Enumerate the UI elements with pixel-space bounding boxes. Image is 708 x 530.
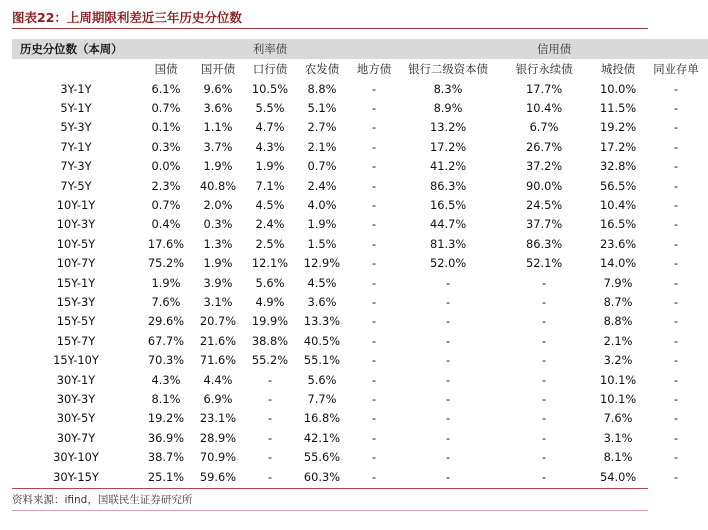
table-cell: - <box>673 430 679 445</box>
table-cell: 5.5% <box>255 101 285 116</box>
table-row <box>12 118 708 137</box>
table-cell: - <box>371 372 377 387</box>
table-row <box>12 409 708 428</box>
table-cell: 13.3% <box>303 314 341 329</box>
table-cell: 8.3% <box>433 81 463 96</box>
table-row <box>12 428 708 447</box>
row-label: 15Y-5Y <box>56 314 96 329</box>
table-cell: - <box>371 430 377 445</box>
table-cell: 4.3% <box>151 372 181 387</box>
table-cell: 81.3% <box>429 236 467 251</box>
table-cell: - <box>371 101 377 116</box>
column-header: 国开债 <box>192 59 244 79</box>
table-cell: 19.2% <box>599 120 637 135</box>
table-cell: - <box>371 411 377 426</box>
table-cell: 2.4% <box>255 217 285 232</box>
table-cell: - <box>371 178 377 193</box>
table-cell: - <box>371 275 377 290</box>
table-cell: 40.8% <box>199 178 237 193</box>
row-label: 5Y-3Y <box>60 120 92 135</box>
table-cell: 11.5% <box>599 101 637 116</box>
bottom-rule <box>12 510 648 511</box>
table-cell: 7.7% <box>307 391 337 406</box>
table-cell: 36.9% <box>147 430 185 445</box>
table-cell: - <box>673 294 679 309</box>
table-cell: - <box>541 411 547 426</box>
table-cell: - <box>673 159 679 174</box>
table-cell: 8.7% <box>603 294 633 309</box>
table-cell: - <box>445 353 451 368</box>
table-cell: 4.3% <box>255 139 285 154</box>
table-cell: 21.6% <box>199 333 237 348</box>
table-cell: 4.5% <box>307 275 337 290</box>
row-label: 30Y-5Y <box>56 411 96 426</box>
column-header: 国债 <box>140 59 192 79</box>
table-cell: 41.2% <box>429 159 467 174</box>
table-cell: 8.8% <box>307 81 337 96</box>
table-cell: - <box>371 159 377 174</box>
row-label: 7Y-3Y <box>60 159 92 174</box>
table-cell: 1.9% <box>203 159 233 174</box>
table-cell: 55.1% <box>303 353 341 368</box>
table-cell: - <box>673 256 679 271</box>
table-row <box>12 254 708 273</box>
table-cell: - <box>673 275 679 290</box>
table-cell: 0.7% <box>307 159 337 174</box>
table-cell: 8.8% <box>603 314 633 329</box>
table-cell: 10.0% <box>599 81 637 96</box>
table-cell: - <box>541 314 547 329</box>
table-cell: 3.7% <box>203 139 233 154</box>
table-container <box>12 39 699 486</box>
table-cell: - <box>267 450 273 465</box>
table-cell: - <box>673 217 679 232</box>
table-cell: 17.2% <box>429 139 467 154</box>
table-cell: 8.1% <box>603 450 633 465</box>
table-cell: 19.9% <box>251 314 289 329</box>
table-cell: - <box>541 391 547 406</box>
table-cell: 38.7% <box>147 450 185 465</box>
table-cell: 86.3% <box>525 236 563 251</box>
table-cell: 1.9% <box>151 275 181 290</box>
table-cell: - <box>371 294 377 309</box>
row-label: 7Y-1Y <box>60 139 92 154</box>
title-rule <box>12 28 648 29</box>
table-cell: - <box>673 236 679 251</box>
table-cell: 5.6% <box>255 275 285 290</box>
row-label: 7Y-5Y <box>60 178 92 193</box>
table-cell: 10.4% <box>525 101 563 116</box>
table-cell: - <box>371 217 377 232</box>
row-label: 30Y-15Y <box>53 469 99 484</box>
row-label: 10Y-5Y <box>56 236 96 251</box>
table-cell: 12.9% <box>303 256 341 271</box>
table-cell: 44.7% <box>429 217 467 232</box>
table-cell: - <box>371 391 377 406</box>
table-cell: 13.2% <box>429 120 467 135</box>
spread-percentile-table <box>12 39 708 486</box>
table-cell: 6.1% <box>151 81 181 96</box>
row-label: 5Y-1Y <box>60 101 92 116</box>
table-row <box>12 331 708 350</box>
table-cell: - <box>445 430 451 445</box>
table-row <box>12 215 708 234</box>
table-cell: - <box>267 469 273 484</box>
group-header-credit: 信用债 <box>400 39 708 59</box>
table-cell: 3.6% <box>307 294 337 309</box>
table-cell: 4.0% <box>307 198 337 213</box>
table-cell: - <box>371 236 377 251</box>
table-row <box>12 292 708 311</box>
column-header: 农发债 <box>296 59 348 79</box>
column-header: 城投债 <box>592 59 644 79</box>
table-cell: 0.3% <box>203 217 233 232</box>
table-cell: 3.1% <box>603 430 633 445</box>
table-cell: 17.6% <box>147 236 185 251</box>
table-cell: 32.8% <box>599 159 637 174</box>
table-row <box>12 98 708 117</box>
table-cell: 2.1% <box>307 139 337 154</box>
table-cell: - <box>371 198 377 213</box>
table-cell: - <box>371 139 377 154</box>
table-cell: 29.6% <box>147 314 185 329</box>
table-cell: 16.8% <box>303 411 341 426</box>
table-cell: 67.7% <box>147 333 185 348</box>
table-cell: 10.1% <box>599 391 637 406</box>
table-cell: - <box>445 333 451 348</box>
table-cell: 10.4% <box>599 198 637 213</box>
table-cell: 71.6% <box>199 353 237 368</box>
table-cell: 38.8% <box>251 333 289 348</box>
table-cell: 40.5% <box>303 333 341 348</box>
table-cell: 0.3% <box>151 139 181 154</box>
table-cell: - <box>541 294 547 309</box>
table-cell: 54.0% <box>599 469 637 484</box>
table-cell: 52.0% <box>429 256 467 271</box>
table-cell: - <box>371 353 377 368</box>
table-cell: - <box>541 430 547 445</box>
table-row <box>12 157 708 176</box>
row-label: 15Y-3Y <box>56 294 96 309</box>
table-cell: - <box>445 391 451 406</box>
table-cell: - <box>673 333 679 348</box>
table-cell: 4.5% <box>255 198 285 213</box>
table-cell: - <box>267 411 273 426</box>
table-cell: - <box>371 120 377 135</box>
table-row <box>12 312 708 331</box>
table-cell: 19.2% <box>147 411 185 426</box>
table-cell: - <box>541 333 547 348</box>
table-cell: - <box>371 450 377 465</box>
table-cell: 55.2% <box>251 353 289 368</box>
table-cell: - <box>673 81 679 96</box>
table-cell: 10.1% <box>599 372 637 387</box>
table-body <box>12 79 708 486</box>
row-label: 30Y-1Y <box>56 372 96 387</box>
table-cell: 4.7% <box>255 120 285 135</box>
table-cell: - <box>673 353 679 368</box>
table-cell: 24.5% <box>525 198 563 213</box>
row-label: 30Y-10Y <box>53 450 99 465</box>
table-cell: - <box>445 275 451 290</box>
table-cell: 16.5% <box>429 198 467 213</box>
table-cell: 16.5% <box>599 217 637 232</box>
table-cell: 3.1% <box>203 294 233 309</box>
column-header: 口行债 <box>244 59 296 79</box>
table-row <box>12 350 708 369</box>
table-row <box>12 234 708 253</box>
row-label: 10Y-3Y <box>56 217 96 232</box>
table-cell: 20.7% <box>199 314 237 329</box>
table-cell: 0.0% <box>151 159 181 174</box>
table-cell: 17.2% <box>599 139 637 154</box>
table-row <box>12 467 708 486</box>
row-label-header <box>12 59 140 79</box>
table-cell: 2.5% <box>255 236 285 251</box>
row-label: 3Y-1Y <box>60 81 92 96</box>
row-label: 10Y-7Y <box>56 256 96 271</box>
table-cell: 4.4% <box>203 372 233 387</box>
table-cell: - <box>673 139 679 154</box>
table-cell: 4.9% <box>255 294 285 309</box>
table-row <box>12 195 708 214</box>
table-cell: 9.6% <box>203 81 233 96</box>
column-header: 同业存单 <box>644 59 708 79</box>
table-cell: - <box>673 101 679 116</box>
table-cell: 1.5% <box>307 236 337 251</box>
table-cell: 1.9% <box>203 256 233 271</box>
table-cell: 25.1% <box>147 469 185 484</box>
table-row <box>12 137 708 156</box>
table-cell: 28.9% <box>199 430 237 445</box>
table-cell: 70.3% <box>147 353 185 368</box>
table-cell: - <box>445 372 451 387</box>
table-cell: - <box>673 198 679 213</box>
table-row <box>12 370 708 389</box>
table-cell: 1.1% <box>203 120 233 135</box>
table-cell: 17.7% <box>525 81 563 96</box>
table-cell: - <box>673 411 679 426</box>
table-cell: - <box>673 450 679 465</box>
table-cell: 52.1% <box>525 256 563 271</box>
footer-rule <box>12 488 648 489</box>
table-cell: - <box>541 450 547 465</box>
table-cell: 2.7% <box>307 120 337 135</box>
table-cell: 23.6% <box>599 236 637 251</box>
table-cell: - <box>673 178 679 193</box>
table-cell: 55.6% <box>303 450 341 465</box>
table-cell: 56.5% <box>599 178 637 193</box>
table-cell: - <box>541 353 547 368</box>
table-cell: 8.1% <box>151 391 181 406</box>
table-row <box>12 447 708 466</box>
table-cell: 1.9% <box>307 217 337 232</box>
row-label: 15Y-1Y <box>56 275 96 290</box>
table-cell: 42.1% <box>303 430 341 445</box>
table-cell: 3.2% <box>603 353 633 368</box>
source-note: 资料来源：ifind，国联民生证券研究所 <box>12 494 193 506</box>
table-cell: - <box>445 469 451 484</box>
figure-title: 图表22：上周期限利差近三年历史分位数 <box>12 10 242 25</box>
table-cell: 6.7% <box>529 120 559 135</box>
column-header: 地方债 <box>348 59 400 79</box>
table-cell: 3.6% <box>203 101 233 116</box>
table-cell: 7.9% <box>603 275 633 290</box>
row-label: 15Y-10Y <box>53 353 99 368</box>
row-label: 15Y-7Y <box>56 333 96 348</box>
row-label: 10Y-1Y <box>56 198 96 213</box>
table-cell: 37.2% <box>525 159 563 174</box>
table-cell: - <box>267 372 273 387</box>
table-cell: - <box>267 430 273 445</box>
table-cell: - <box>445 294 451 309</box>
table-row <box>12 176 708 195</box>
table-cell: 0.4% <box>151 217 181 232</box>
table-cell: 1.3% <box>203 236 233 251</box>
table-cell: - <box>371 314 377 329</box>
table-cell: 0.1% <box>151 120 181 135</box>
table-cell: 0.7% <box>151 101 181 116</box>
table-cell: 14.0% <box>599 256 637 271</box>
row-label: 30Y-7Y <box>56 430 96 445</box>
table-cell: 1.9% <box>255 159 285 174</box>
table-cell: 7.6% <box>603 411 633 426</box>
table-cell: 23.1% <box>199 411 237 426</box>
table-cell: - <box>371 81 377 96</box>
table-cell: 75.2% <box>147 256 185 271</box>
column-header: 银行永续债 <box>496 59 592 79</box>
table-cell: - <box>445 314 451 329</box>
table-cell: 7.1% <box>255 178 285 193</box>
table-cell: 86.3% <box>429 178 467 193</box>
table-cell: - <box>541 275 547 290</box>
row-label: 30Y-3Y <box>56 391 96 406</box>
table-cell: 8.9% <box>433 101 463 116</box>
table-cell: - <box>673 314 679 329</box>
column-header: 银行二级资本债 <box>400 59 496 79</box>
table-cell: 60.3% <box>303 469 341 484</box>
table-cell: 59.6% <box>199 469 237 484</box>
table-row <box>12 273 708 292</box>
table-cell: - <box>673 372 679 387</box>
table-cell: 37.7% <box>525 217 563 232</box>
table-cell: - <box>445 411 451 426</box>
table-cell: 7.6% <box>151 294 181 309</box>
table-cell: - <box>371 256 377 271</box>
table-cell: 12.1% <box>251 256 289 271</box>
table-cell: - <box>673 469 679 484</box>
table-row <box>12 79 708 98</box>
table-cell: 10.5% <box>251 81 289 96</box>
table-cell: - <box>673 391 679 406</box>
table-cell: - <box>371 469 377 484</box>
table-row <box>12 389 708 408</box>
table-cell: 5.6% <box>307 372 337 387</box>
table-cell: 2.3% <box>151 178 181 193</box>
table-cell: 3.9% <box>203 275 233 290</box>
table-cell: - <box>267 391 273 406</box>
table-cell: 2.1% <box>603 333 633 348</box>
table-cell: 26.7% <box>525 139 563 154</box>
column-header-row <box>12 59 708 79</box>
header-group-row <box>12 39 708 59</box>
first-column-header: 历史分位数（本周） <box>12 39 140 59</box>
table-cell: - <box>445 450 451 465</box>
table-cell: 2.0% <box>203 198 233 213</box>
table-cell: 70.9% <box>199 450 237 465</box>
table-cell: 2.4% <box>307 178 337 193</box>
table-cell: 5.1% <box>307 101 337 116</box>
group-header-rate: 利率债 <box>140 39 400 59</box>
table-cell: 90.0% <box>525 178 563 193</box>
table-cell: - <box>371 333 377 348</box>
table-cell: - <box>673 120 679 135</box>
table-cell: 6.9% <box>203 391 233 406</box>
table-cell: - <box>541 469 547 484</box>
table-cell: - <box>541 372 547 387</box>
table-cell: 0.7% <box>151 198 181 213</box>
